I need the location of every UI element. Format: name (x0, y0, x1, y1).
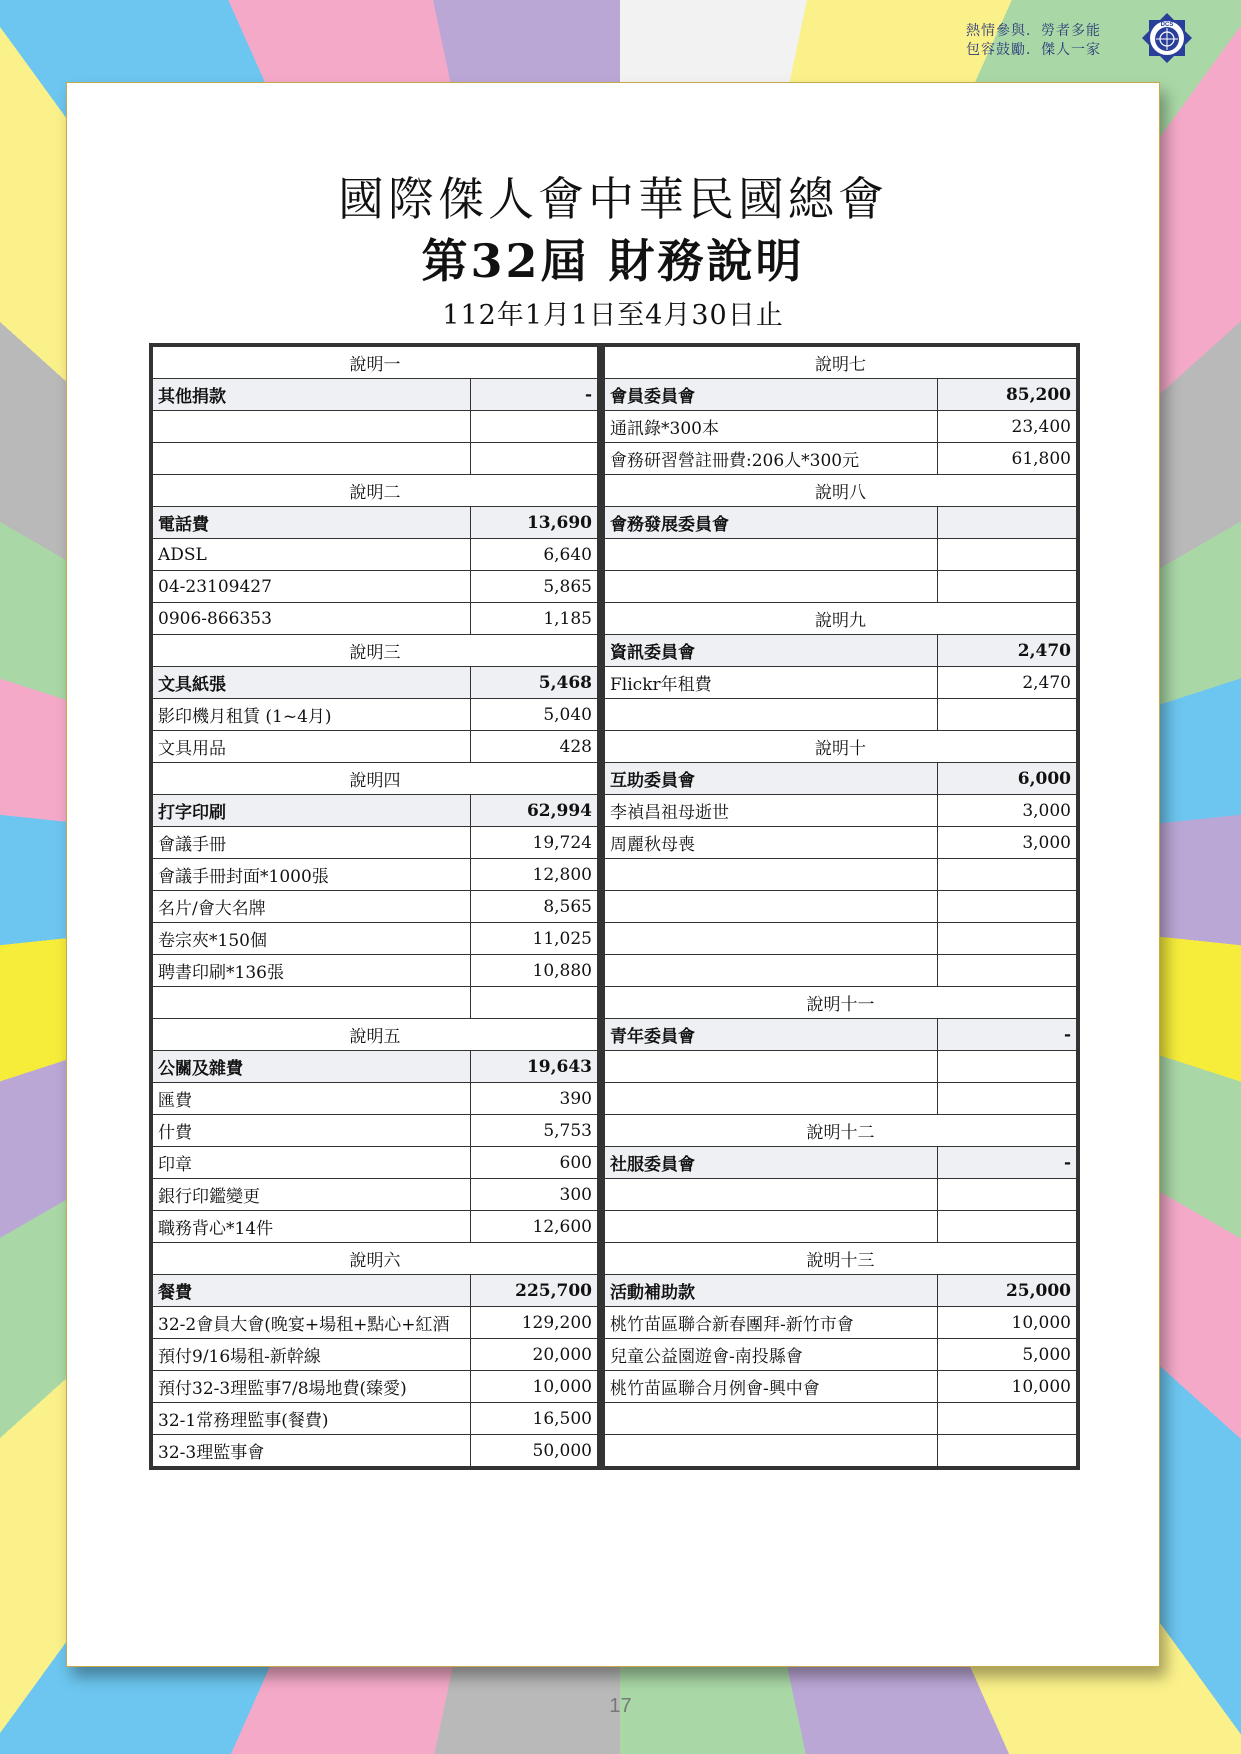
item-label: 桃竹苗區聯合新春團拜-新竹市會 (605, 1307, 938, 1339)
item-label (605, 923, 938, 955)
item-amount: 5,000 (938, 1339, 1077, 1371)
section-header (605, 731, 1077, 763)
section-title: 說明一 (153, 347, 598, 379)
item-label (605, 1051, 938, 1083)
item-label: 會議手冊 (153, 827, 471, 859)
item-row (153, 859, 598, 891)
category-row (153, 1275, 598, 1307)
section-title: 說明十三 (605, 1243, 1077, 1275)
category-name: 青年委員會 (605, 1019, 938, 1051)
logo-text: DCS (1160, 22, 1174, 28)
item-amount: 5,753 (471, 1115, 598, 1147)
category-total: 6,000 (938, 763, 1077, 795)
item-label: 兒童公益園遊會-南投縣會 (605, 1339, 938, 1371)
item-row (153, 827, 598, 859)
item-row (605, 1083, 1077, 1115)
section-title: 說明十 (605, 731, 1077, 763)
right-table (604, 346, 1077, 1467)
category-name: 會員委員會 (605, 379, 938, 411)
item-amount: 10,880 (471, 955, 598, 987)
category-total (938, 507, 1077, 539)
item-row (153, 891, 598, 923)
item-row (153, 1115, 598, 1147)
section-header (605, 603, 1077, 635)
item-label: 名片/會大名牌 (153, 891, 471, 923)
item-row (605, 1307, 1077, 1339)
item-amount (938, 699, 1077, 731)
category-name: 電話費 (153, 507, 471, 539)
item-label: 職務背心*14件 (153, 1211, 471, 1243)
item-row (605, 859, 1077, 891)
category-name: 社服委員會 (605, 1147, 938, 1179)
item-amount (938, 891, 1077, 923)
item-amount: 5,865 (471, 571, 598, 603)
page-number: 17 (609, 1695, 632, 1717)
item-row (605, 1179, 1077, 1211)
item-amount (938, 1435, 1077, 1467)
item-row (153, 1211, 598, 1243)
item-amount: 300 (471, 1179, 598, 1211)
section-header (153, 763, 598, 795)
item-label (605, 1403, 938, 1435)
category-total: 19,643 (471, 1051, 598, 1083)
item-label: 銀行印鑑變更 (153, 1179, 471, 1211)
item-row (605, 699, 1077, 731)
section-header (605, 987, 1077, 1019)
item-row (153, 1307, 598, 1339)
item-amount: 61,800 (938, 443, 1077, 475)
category-name: 打字印刷 (153, 795, 471, 827)
item-row (605, 955, 1077, 987)
item-row (153, 603, 598, 635)
item-amount (938, 923, 1077, 955)
item-amount (471, 411, 598, 443)
category-name: 互助委員會 (605, 763, 938, 795)
item-row (605, 667, 1077, 699)
item-label: 會務研習營註冊費:206人*300元 (605, 443, 938, 475)
item-amount: 12,600 (471, 1211, 598, 1243)
item-amount: 428 (471, 731, 598, 763)
item-label: 李禎昌祖母逝世 (605, 795, 938, 827)
item-row (153, 571, 598, 603)
item-amount: 6,640 (471, 539, 598, 571)
item-row (605, 795, 1077, 827)
item-label: 周麗秋母喪 (605, 827, 938, 859)
item-label: 印章 (153, 1147, 471, 1179)
section-title: 說明六 (153, 1243, 598, 1275)
item-label: 卷宗夾*150個 (153, 923, 471, 955)
item-amount: 5,040 (471, 699, 598, 731)
item-label (153, 443, 471, 475)
item-label: 什費 (153, 1115, 471, 1147)
item-amount (938, 571, 1077, 603)
right-column (601, 343, 1080, 1470)
item-amount: 50,000 (471, 1435, 598, 1467)
item-row (605, 1339, 1077, 1371)
item-amount (938, 1403, 1077, 1435)
category-name: 資訊委員會 (605, 635, 938, 667)
category-total: 85,200 (938, 379, 1077, 411)
category-total: - (471, 379, 598, 411)
item-row (605, 571, 1077, 603)
document-period: 112年1月1日至4月30日止 (442, 300, 784, 331)
item-row (605, 891, 1077, 923)
dcs-logo-icon (1141, 12, 1193, 64)
category-name: 公關及雜費 (153, 1051, 471, 1083)
item-label: 影印機月租賃 (1~4月) (153, 699, 471, 731)
slogan-line-2: 包容鼓勵．傑人一家 (966, 42, 1101, 58)
item-amount (938, 1211, 1077, 1243)
item-label (605, 699, 938, 731)
item-label (605, 539, 938, 571)
category-row (605, 635, 1077, 667)
category-row (153, 507, 598, 539)
category-name: 文具紙張 (153, 667, 471, 699)
item-label: 32-3理監事會 (153, 1435, 471, 1467)
category-name: 活動補助款 (605, 1275, 938, 1307)
item-row (153, 1083, 598, 1115)
category-row (153, 1051, 598, 1083)
item-amount: 10,000 (938, 1371, 1077, 1403)
item-row (153, 731, 598, 763)
item-label: 32-2會員大會(晚宴+場租+點心+紅酒 (153, 1307, 471, 1339)
item-label (605, 1179, 938, 1211)
section-header (605, 1243, 1077, 1275)
item-row (153, 923, 598, 955)
item-label: 預付9/16場租-新幹線 (153, 1339, 471, 1371)
category-total: 13,690 (471, 507, 598, 539)
section-header (153, 475, 598, 507)
item-label: 預付32-3理監事7/8場地費(臻愛) (153, 1371, 471, 1403)
category-total: - (938, 1019, 1077, 1051)
item-row (153, 1339, 598, 1371)
item-row (153, 411, 598, 443)
item-row (605, 411, 1077, 443)
item-label (605, 1083, 938, 1115)
item-amount (471, 987, 598, 1019)
document-sheet (66, 82, 1160, 1667)
section-header (605, 347, 1077, 379)
item-amount: 1,185 (471, 603, 598, 635)
item-amount: 20,000 (471, 1339, 598, 1371)
item-amount: 3,000 (938, 827, 1077, 859)
item-row (153, 955, 598, 987)
section-title: 說明五 (153, 1019, 598, 1051)
item-amount: 3,000 (938, 795, 1077, 827)
item-amount (938, 539, 1077, 571)
document-title: 國際傑人會中華民國總會 (338, 172, 888, 226)
item-label: ADSL (153, 539, 471, 571)
slogan-line-1: 熱情參與．勞者多能 (966, 23, 1101, 39)
item-label: 通訊錄*300本 (605, 411, 938, 443)
section-header (153, 1243, 598, 1275)
item-row (605, 1435, 1077, 1467)
item-row (153, 1403, 598, 1435)
item-amount: 11,025 (471, 923, 598, 955)
item-amount (471, 443, 598, 475)
item-label (605, 1435, 938, 1467)
category-name: 會務發展委員會 (605, 507, 938, 539)
item-row (153, 699, 598, 731)
item-label: 04-23109427 (153, 571, 471, 603)
category-total: - (938, 1147, 1077, 1179)
item-row (605, 1211, 1077, 1243)
category-row (153, 379, 598, 411)
item-row (605, 1371, 1077, 1403)
section-title: 說明二 (153, 475, 598, 507)
item-amount: 19,724 (471, 827, 598, 859)
item-amount: 10,000 (938, 1307, 1077, 1339)
item-row (605, 923, 1077, 955)
item-row (605, 443, 1077, 475)
item-label (605, 859, 938, 891)
section-header (153, 635, 598, 667)
section-title: 說明八 (605, 475, 1077, 507)
category-row (605, 763, 1077, 795)
section-header (605, 1115, 1077, 1147)
item-amount: 129,200 (471, 1307, 598, 1339)
category-row (153, 667, 598, 699)
item-row (153, 987, 598, 1019)
section-header (605, 475, 1077, 507)
category-row (605, 379, 1077, 411)
item-label (605, 571, 938, 603)
section-title: 說明十一 (605, 987, 1077, 1019)
left-table (152, 346, 598, 1467)
header-slogan (966, 22, 1101, 60)
section-header (153, 1019, 598, 1051)
item-amount: 16,500 (471, 1403, 598, 1435)
section-title: 說明十二 (605, 1115, 1077, 1147)
item-amount (938, 1083, 1077, 1115)
item-row (153, 1179, 598, 1211)
item-label: 聘書印刷*136張 (153, 955, 471, 987)
item-row (605, 1051, 1077, 1083)
item-label: 文具用品 (153, 731, 471, 763)
category-total: 2,470 (938, 635, 1077, 667)
item-label (605, 1211, 938, 1243)
item-label (153, 987, 471, 1019)
item-label (605, 955, 938, 987)
item-label (153, 411, 471, 443)
item-label: 0906-866353 (153, 603, 471, 635)
category-row (605, 1147, 1077, 1179)
category-name: 其他捐款 (153, 379, 471, 411)
category-row (605, 507, 1077, 539)
item-row (153, 1435, 598, 1467)
item-amount: 10,000 (471, 1371, 598, 1403)
category-total: 225,700 (471, 1275, 598, 1307)
item-row (605, 1403, 1077, 1435)
item-row (153, 1147, 598, 1179)
item-row (605, 539, 1077, 571)
item-label (605, 891, 938, 923)
category-row (605, 1275, 1077, 1307)
category-row (605, 1019, 1077, 1051)
item-label: 32-1常務理監事(餐費) (153, 1403, 471, 1435)
item-amount: 390 (471, 1083, 598, 1115)
item-amount: 12,800 (471, 859, 598, 891)
category-row (153, 795, 598, 827)
item-amount: 23,400 (938, 411, 1077, 443)
left-column (149, 343, 601, 1470)
item-amount: 600 (471, 1147, 598, 1179)
item-amount (938, 1051, 1077, 1083)
section-title: 說明九 (605, 603, 1077, 635)
category-total: 25,000 (938, 1275, 1077, 1307)
item-label: 會議手冊封面*1000張 (153, 859, 471, 891)
item-row (153, 1371, 598, 1403)
item-amount (938, 1179, 1077, 1211)
item-amount: 2,470 (938, 667, 1077, 699)
document-subtitle: 第32屆 財務說明 (421, 234, 805, 288)
section-header (153, 347, 598, 379)
item-label: 桃竹苗區聯合月例會-興中會 (605, 1371, 938, 1403)
item-amount (938, 955, 1077, 987)
item-amount (938, 859, 1077, 891)
item-amount: 8,565 (471, 891, 598, 923)
section-title: 說明四 (153, 763, 598, 795)
category-total: 5,468 (471, 667, 598, 699)
category-total: 62,994 (471, 795, 598, 827)
item-label: 匯費 (153, 1083, 471, 1115)
item-row (153, 539, 598, 571)
item-row (605, 827, 1077, 859)
section-title: 說明三 (153, 635, 598, 667)
item-row (153, 443, 598, 475)
item-label: Flickr年租費 (605, 667, 938, 699)
category-name: 餐費 (153, 1275, 471, 1307)
section-title: 說明七 (605, 347, 1077, 379)
